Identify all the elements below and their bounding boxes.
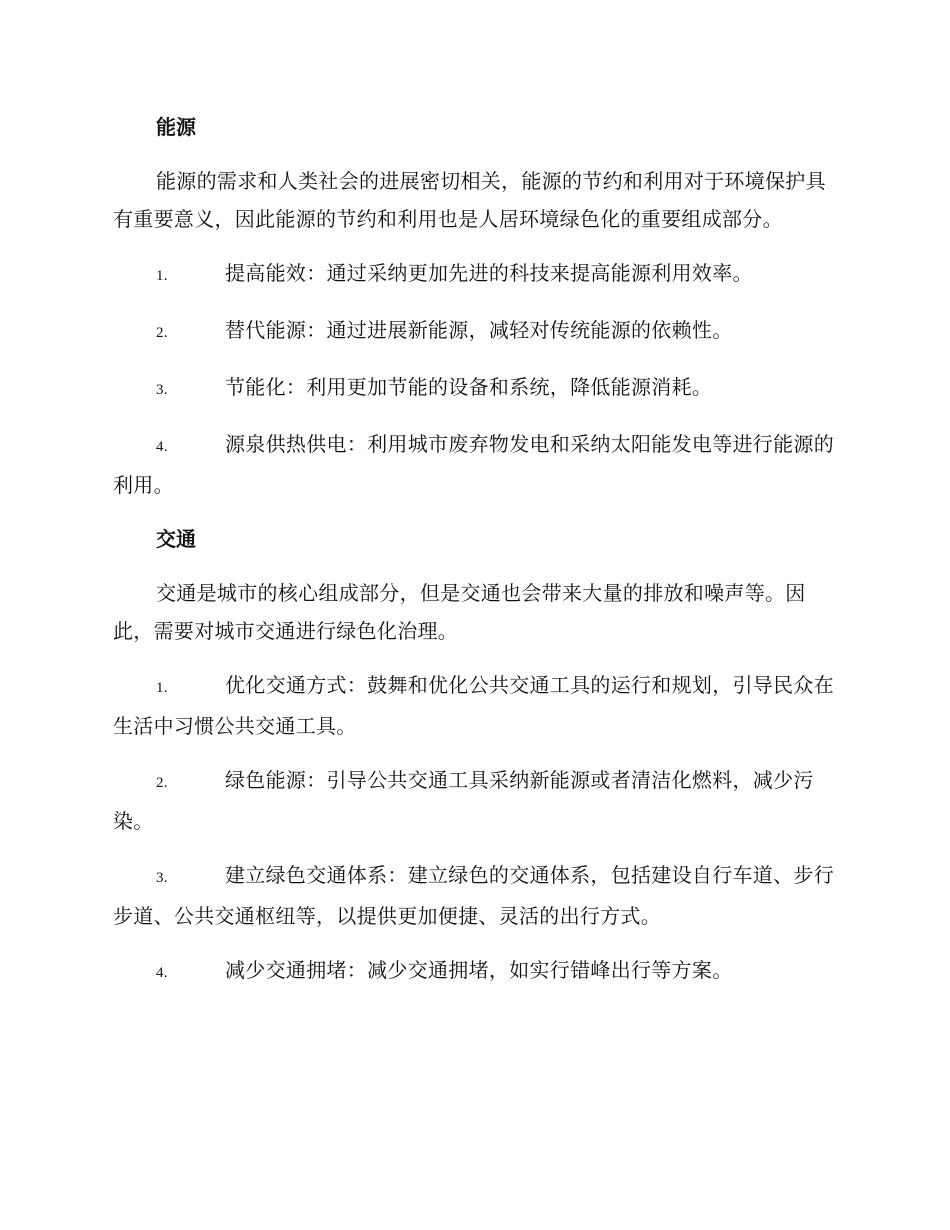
- energy-list-item-1: [113, 254, 837, 295]
- list-number: 1.: [156, 268, 168, 284]
- section-heading-energy: 能源: [156, 115, 196, 139]
- list-number: 4.: [156, 439, 168, 455]
- list-number: 2.: [156, 775, 168, 791]
- energy-intro-paragraph: 能源的需求和人类社会的进展密切相关，能源的节约和利用对于环境保护具有重要意义，因此能源的节约和利用也是人居环境绿色化的重要组成部分。: [113, 169, 826, 231]
- transport-list-item-4: [113, 951, 837, 992]
- list-number: 3.: [156, 870, 168, 886]
- list-text: 源泉供热供电：利用城市废弃物发电和采纳太阳能发电等进行能源的利用。: [113, 432, 834, 497]
- transport-list-item-2: [113, 761, 837, 840]
- list-text: 提高能效：通过采纳更加先进的科技来提高能源利用效率。: [225, 261, 753, 285]
- list-text: 减少交通拥堵：减少交通拥堵，如实行错峰出行等方案。: [225, 958, 733, 982]
- list-text: 节能化：利用更加节能的设备和系统，降低能源消耗。: [225, 375, 713, 399]
- list-text: 优化交通方式：鼓舞和优化公共交通工具的运行和规划，引导民众在生活中习惯公共交通工具。: [113, 673, 834, 738]
- list-text: 绿色能源：引导公共交通工具采纳新能源或者清洁化燃料，减少污染。: [113, 768, 814, 833]
- transport-list-item-3: [113, 856, 837, 935]
- energy-list-item-2: [113, 311, 837, 352]
- transport-list-item-1: [113, 666, 837, 745]
- energy-list-item-3: [113, 368, 837, 409]
- transport-intro-paragraph: 交通是城市的核心组成部分，但是交通也会带来大量的排放和噪声等。因此，需要对城市交通进行绿色化治理。: [113, 581, 806, 643]
- section-heading-transport: 交通: [156, 527, 196, 551]
- energy-list-item-4: [113, 425, 837, 504]
- list-number: 3.: [156, 382, 168, 398]
- list-number: 1.: [156, 680, 168, 696]
- list-text: 替代能源：通过进展新能源，减轻对传统能源的依赖性。: [225, 318, 733, 342]
- list-text: 建立绿色交通体系：建立绿色的交通体系，包括建设自行车道、步行步道、公共交通枢纽等，以提供更加便捷、灵活的出行方式。: [113, 863, 834, 928]
- list-number: 2.: [156, 325, 168, 341]
- list-number: 4.: [156, 965, 168, 981]
